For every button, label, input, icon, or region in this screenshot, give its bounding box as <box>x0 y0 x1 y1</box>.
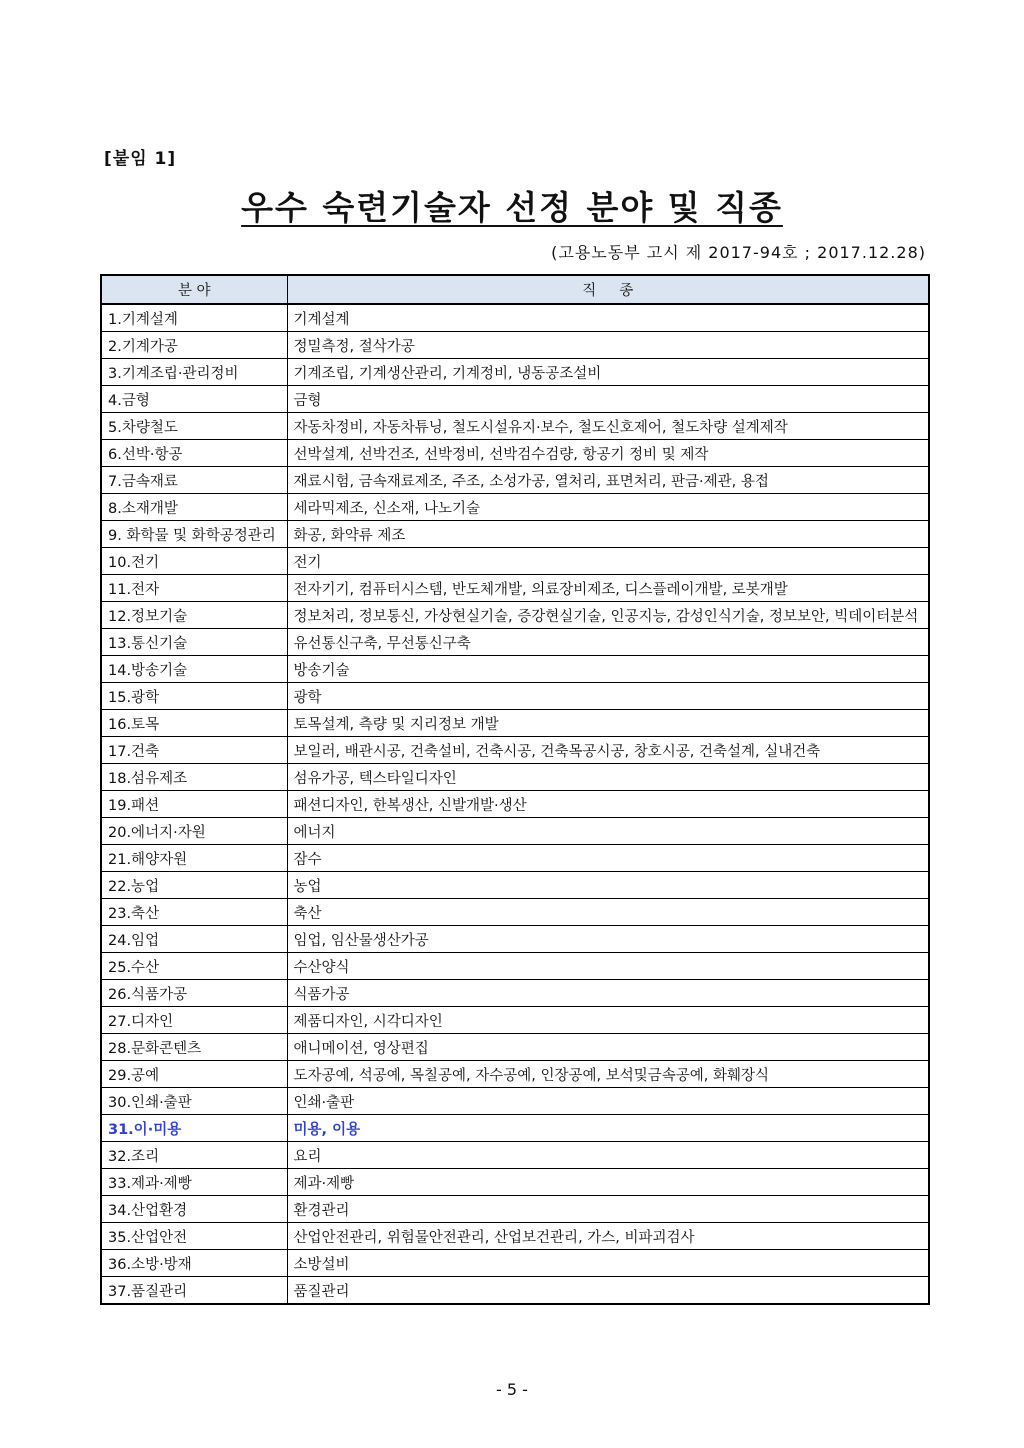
jobs-cell: 환경관리 <box>287 1196 929 1223</box>
table-row <box>101 467 929 494</box>
jobs-cell: 보일러, 배관시공, 건축설비, 건축시공, 건축목공시공, 창호시공, 건축설계, 실내건축 <box>287 737 929 764</box>
field-cell: 23.축산 <box>101 899 287 926</box>
jobs-cell: 애니메이션, 영상편집 <box>287 1034 929 1061</box>
table-row <box>101 899 929 926</box>
field-cell: 2.기계가공 <box>101 332 287 359</box>
jobs-cell: 섬유가공, 텍스타일디자인 <box>287 764 929 791</box>
table-row <box>101 548 929 575</box>
field-cell: 20.에너지·자원 <box>101 818 287 845</box>
jobs-cell: 품질관리 <box>287 1277 929 1305</box>
table-row <box>101 494 929 521</box>
jobs-cell: 식품가공 <box>287 980 929 1007</box>
jobs-cell: 미용, 이용 <box>287 1115 929 1142</box>
field-cell: 9. 화학물 및 화학공정관리 <box>101 521 287 548</box>
table-row <box>101 359 929 386</box>
table-row <box>101 845 929 872</box>
table-row <box>101 386 929 413</box>
table-row <box>101 683 929 710</box>
field-cell: 15.광학 <box>101 683 287 710</box>
field-cell: 3.기계조립·관리정비 <box>101 359 287 386</box>
table-header-row <box>101 275 929 304</box>
table-row <box>101 521 929 548</box>
field-cell: 29.공예 <box>101 1061 287 1088</box>
jobs-cell: 축산 <box>287 899 929 926</box>
jobs-cell: 수산양식 <box>287 953 929 980</box>
jobs-cell: 정보처리, 정보통신, 가상현실기술, 증강현실기술, 인공지능, 감성인식기술, 정보보안, 빅데이터분석 <box>287 602 929 629</box>
field-cell: 7.금속재료 <box>101 467 287 494</box>
table-row <box>101 1115 929 1142</box>
jobs-cell: 세라믹제조, 신소재, 나노기술 <box>287 494 929 521</box>
header-field: 분 야 <box>101 275 287 304</box>
field-job-table <box>100 274 930 1305</box>
field-cell: 19.패션 <box>101 791 287 818</box>
jobs-cell: 임업, 임산물생산가공 <box>287 926 929 953</box>
field-cell: 22.농업 <box>101 872 287 899</box>
table-row <box>101 1169 929 1196</box>
field-cell: 37.품질관리 <box>101 1277 287 1305</box>
field-cell: 18.섬유제조 <box>101 764 287 791</box>
table-row <box>101 656 929 683</box>
table-row <box>101 602 929 629</box>
jobs-cell: 도자공예, 석공예, 목칠공예, 자수공예, 인장공예, 보석및금속공예, 화훼장식 <box>287 1061 929 1088</box>
table-row <box>101 1142 929 1169</box>
field-cell: 5.차량철도 <box>101 413 287 440</box>
field-cell: 34.산업환경 <box>101 1196 287 1223</box>
jobs-cell: 재료시험, 금속재료제조, 주조, 소성가공, 열처리, 표면처리, 판금·제관, 용접 <box>287 467 929 494</box>
table-row <box>101 791 929 818</box>
jobs-cell: 농업 <box>287 872 929 899</box>
jobs-cell: 에너지 <box>287 818 929 845</box>
jobs-cell: 정밀측정, 절삭가공 <box>287 332 929 359</box>
table-row <box>101 926 929 953</box>
field-cell: 25.수산 <box>101 953 287 980</box>
jobs-cell: 선박설계, 선박건조, 선박정비, 선박검수검량, 항공기 정비 및 제작 <box>287 440 929 467</box>
document-title-wrap <box>0 182 1024 229</box>
jobs-cell: 산업안전관리, 위험물안전관리, 산업보건관리, 가스, 비파괴검사 <box>287 1223 929 1250</box>
jobs-cell: 소방설비 <box>287 1250 929 1277</box>
table-row <box>101 575 929 602</box>
jobs-cell: 제과·제빵 <box>287 1169 929 1196</box>
table-row <box>101 764 929 791</box>
field-cell: 13.통신기술 <box>101 629 287 656</box>
jobs-cell: 기계설계 <box>287 304 929 332</box>
table-row <box>101 1007 929 1034</box>
table-row <box>101 1223 929 1250</box>
jobs-cell: 화공, 화약류 제조 <box>287 521 929 548</box>
field-cell: 1.기계설계 <box>101 304 287 332</box>
attachment-label: [붙임 1] <box>104 149 177 169</box>
jobs-cell: 기계조립, 기계생산관리, 기계정비, 냉동공조설비 <box>287 359 929 386</box>
jobs-cell: 인쇄·출판 <box>287 1088 929 1115</box>
table-row <box>101 1196 929 1223</box>
jobs-cell: 패션디자인, 한복생산, 신발개발·생산 <box>287 791 929 818</box>
field-cell: 36.소방·방재 <box>101 1250 287 1277</box>
table-body <box>101 304 929 1304</box>
field-cell: 4.금형 <box>101 386 287 413</box>
field-cell: 6.선박·항공 <box>101 440 287 467</box>
notice-reference: (고용노동부 고시 제 2017-94호 ; 2017.12.28) <box>551 243 926 262</box>
header-jobs: 직 종 <box>287 275 929 304</box>
field-cell: 27.디자인 <box>101 1007 287 1034</box>
jobs-cell: 잠수 <box>287 845 929 872</box>
jobs-cell: 요리 <box>287 1142 929 1169</box>
jobs-cell: 자동차정비, 자동차튜닝, 철도시설유지·보수, 철도신호제어, 철도차량 설계제작 <box>287 413 929 440</box>
table-row <box>101 413 929 440</box>
jobs-cell: 광학 <box>287 683 929 710</box>
jobs-cell: 제품디자인, 시각디자인 <box>287 1007 929 1034</box>
field-cell: 35.산업안전 <box>101 1223 287 1250</box>
page-number: - 5 - <box>496 1380 528 1399</box>
jobs-cell: 전기 <box>287 548 929 575</box>
table-row <box>101 818 929 845</box>
table-row <box>101 629 929 656</box>
field-cell: 33.제과·제빵 <box>101 1169 287 1196</box>
field-cell: 28.문화콘텐츠 <box>101 1034 287 1061</box>
field-cell: 8.소재개발 <box>101 494 287 521</box>
field-cell: 24.임업 <box>101 926 287 953</box>
field-cell: 31.이·미용 <box>101 1115 287 1142</box>
table-row <box>101 1250 929 1277</box>
table-row <box>101 1088 929 1115</box>
jobs-cell: 토목설계, 측량 및 지리정보 개발 <box>287 710 929 737</box>
table-row <box>101 1277 929 1305</box>
field-cell: 10.전기 <box>101 548 287 575</box>
table-row <box>101 710 929 737</box>
table-row <box>101 1061 929 1088</box>
jobs-cell: 방송기술 <box>287 656 929 683</box>
table-row <box>101 332 929 359</box>
table-row <box>101 953 929 980</box>
table-row <box>101 1034 929 1061</box>
jobs-cell: 금형 <box>287 386 929 413</box>
field-cell: 12.정보기술 <box>101 602 287 629</box>
field-cell: 14.방송기술 <box>101 656 287 683</box>
field-cell: 26.식품가공 <box>101 980 287 1007</box>
field-cell: 21.해양자원 <box>101 845 287 872</box>
table-row <box>101 872 929 899</box>
jobs-cell: 전자기기, 컴퓨터시스템, 반도체개발, 의료장비제조, 디스플레이개발, 로봇개발 <box>287 575 929 602</box>
field-cell: 30.인쇄·출판 <box>101 1088 287 1115</box>
table-row <box>101 304 929 332</box>
field-cell: 17.건축 <box>101 737 287 764</box>
table-row <box>101 440 929 467</box>
table-row <box>101 980 929 1007</box>
document-title: 우수 숙련기술자 선정 분야 및 직종 <box>241 188 783 227</box>
field-cell: 11.전자 <box>101 575 287 602</box>
field-cell: 32.조리 <box>101 1142 287 1169</box>
table-row <box>101 737 929 764</box>
jobs-cell: 유선통신구축, 무선통신구축 <box>287 629 929 656</box>
field-cell: 16.토목 <box>101 710 287 737</box>
